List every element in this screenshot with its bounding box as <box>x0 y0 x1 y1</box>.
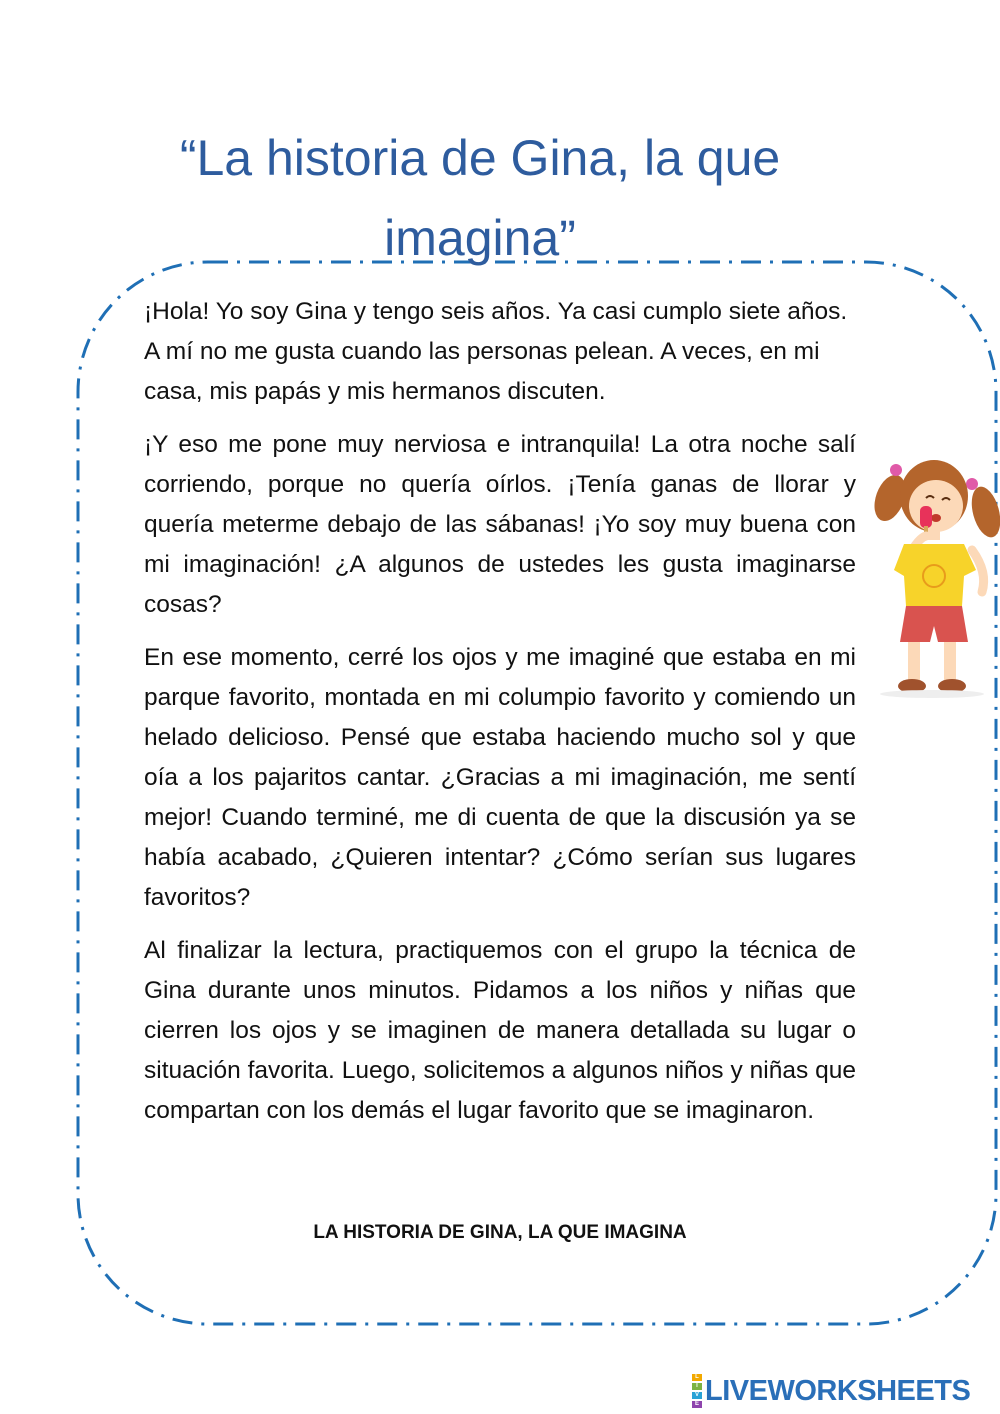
brand-name: LIVEWORKSHEETS <box>705 1374 971 1407</box>
paragraph-3: En ese momento, cerré los ojos y me imaginé que estaba en mi parque favorito, montada en mi columpio favorito y comiendo un helado delicioso. Pensé que estaba haciendo mucho sol y que oía a los pajaritos cantar. ¿Gracias a mi imaginación, me sentí mejor! Cuando terminé, me di cuenta de que la discusión ya se había acabado, ¿Quieren intentar? ¿Cómo serían sus lugares favoritos? <box>144 644 856 911</box>
story-text <box>144 292 856 1144</box>
paragraph-2: ¡Y eso me pone muy nerviosa e intranquila! La otra noche salí corriendo, porque no quería oírlos. ¡Tenía ganas de llorar y quería meterme debajo de las sábanas! ¡Yo soy muy buena con mi imaginación! ¿A algunos de ustedes les gusta imaginarse cosas? <box>144 431 856 618</box>
girl-eating-ice-cream-icon <box>868 440 1000 702</box>
page-title: “La historia de Gina, la que imagina” <box>179 130 781 266</box>
paragraph-1: ¡Hola! Yo soy Gina y tengo seis años. Ya casi cumplo siete años. A mí no me gusta cuando las personas pelean. A veces, en mi casa, mis papás y mis hermanos discuten. <box>144 298 848 405</box>
liveworksheets-logo <box>692 1374 970 1408</box>
brand-mark: L I V E <box>692 1374 702 1408</box>
paragraph-4: Al finalizar la lectura, practiquemos con el grupo la técnica de Gina durante unos minutos. Pidamos a los niños y niñas que cierren los ojos y se imaginen de manera detallada su lugar o situación favorita. Luego, solicitemos a algunos niños y niñas que compartan con los demás el lugar favorito que se imaginaron. <box>144 937 856 1124</box>
story-subtitle: LA HISTORIA DE GINA, LA QUE IMAGINA <box>313 1222 687 1243</box>
